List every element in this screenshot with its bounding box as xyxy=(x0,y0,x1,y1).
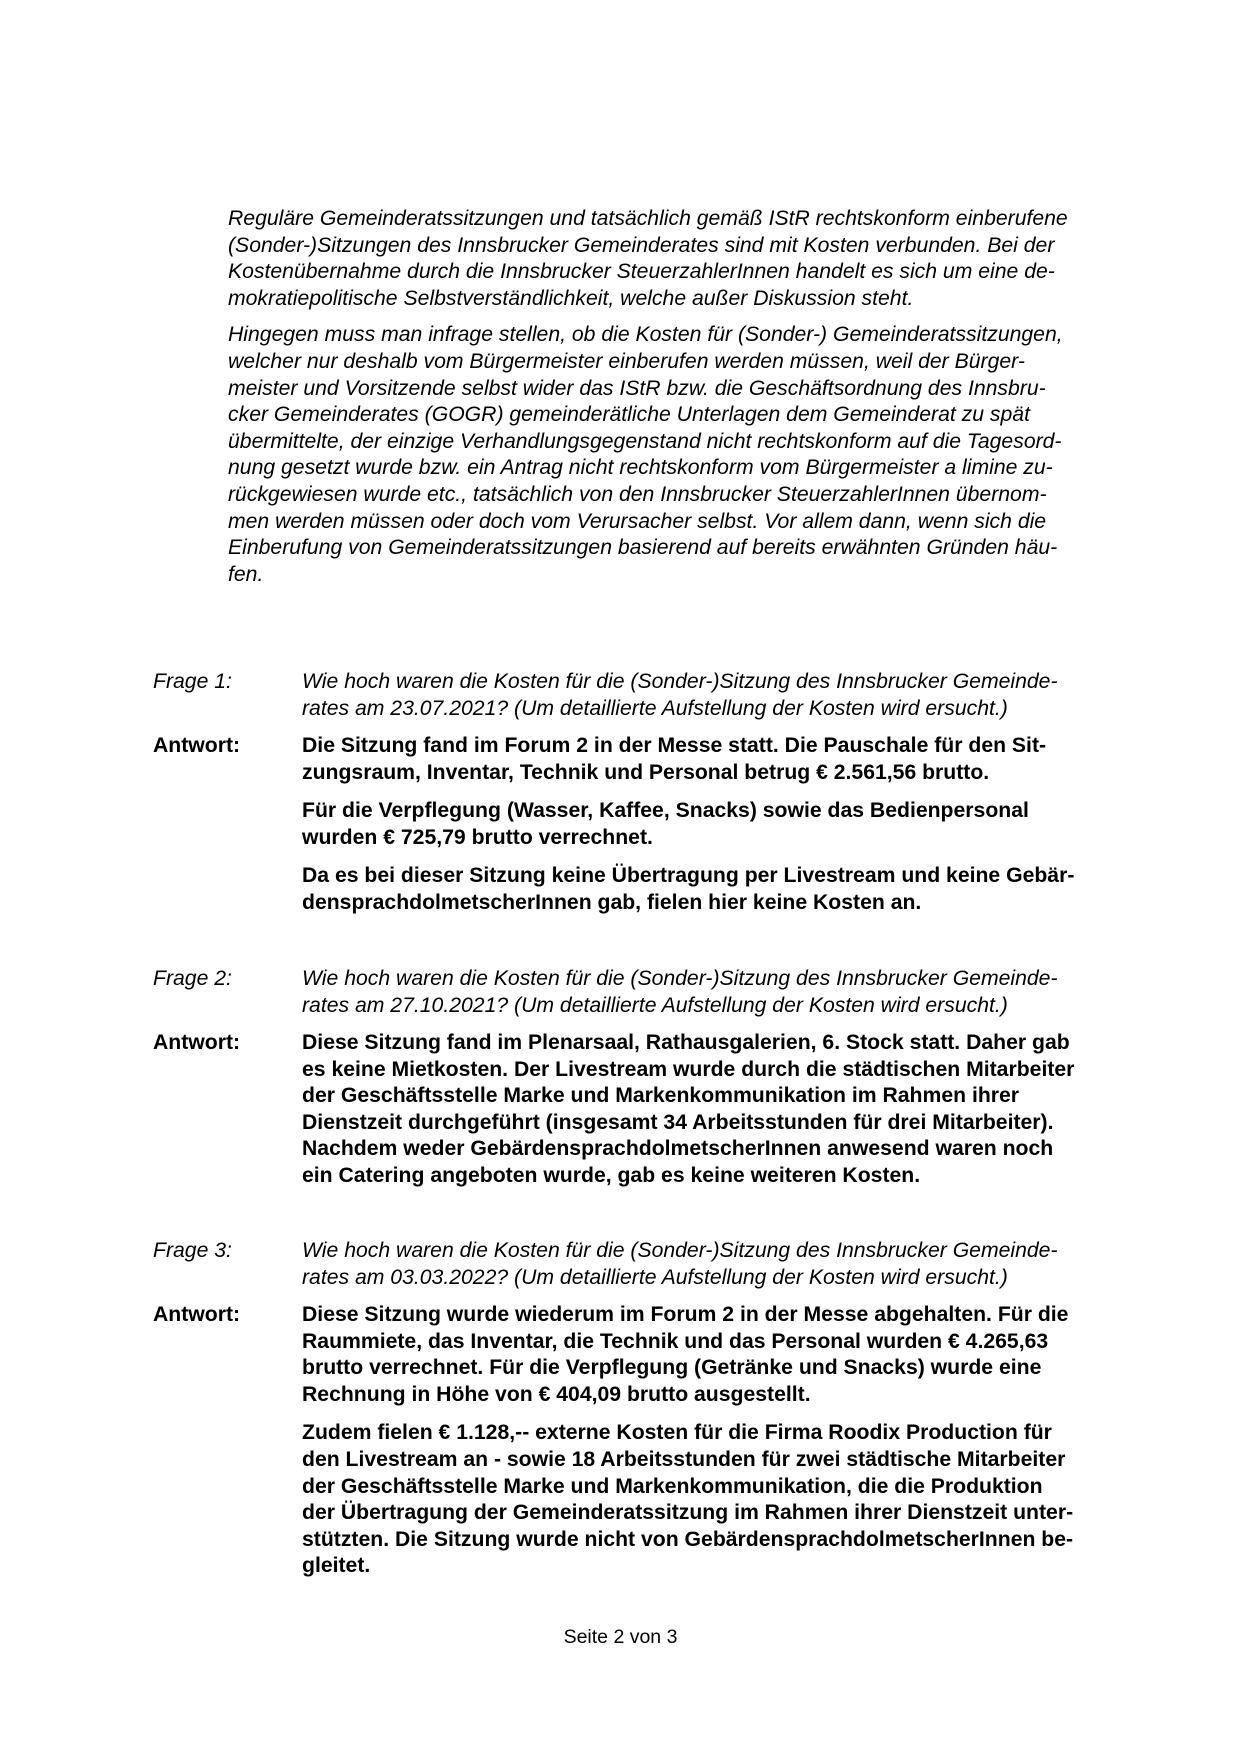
answer-1-text xyxy=(302,733,1137,917)
answer-1-paragraph-2: Für die Verpflegung (Wasser, Kaffee, Snacks) sowie das Bedienpersonal wurden € 725,79 brutto verrechnet. xyxy=(302,799,1029,849)
intro-paragraph-1: Reguläre Gemeinderatssitzungen und tatsächlich gemäß IStR rechtskonform einberufene (Sonder-)Sitzungen des Innsbrucker Gemeinderates sind mit Kosten verbunden. Bei der Kostenübernahme durch die Innsbrucker SteuerzahlerInnen handelt es sich um eine de- mokratiepolitische Selbstverständlichkeit, welche außer Diskussion steht. xyxy=(228,207,1068,310)
question-1-label: Frage 1: xyxy=(153,670,232,693)
answer-1-paragraph-3: Da es bei dieser Sitzung keine Übertragung per Livestream und keine Gebär- densprachdolmetscherInnen gab, fielen hier keine Kosten an. xyxy=(302,864,1075,914)
answer-1-paragraph-1: Die Sitzung fand im Forum 2 in der Messe statt. Die Pauschale für den Sit- zungsraum, Inventar, Technik und Personal betrug € 2.561,56 brutto. xyxy=(302,734,1047,784)
page-number: Seite 2 von 3 xyxy=(563,1626,678,1648)
intro-section xyxy=(228,206,1138,588)
question-3-text: Wie hoch waren die Kosten für die (Sonder-)Sitzung des Innsbrucker Gemeinde- rates am 03.03.2022? (Um detaillierte Aufstellung der Kosten wird ersucht.) xyxy=(302,1239,1058,1289)
answer-3-label: Antwort: xyxy=(153,1303,241,1326)
answer-3-paragraph-2: Zudem fielen € 1.128,-- externe Kosten für die Firma Roodix Production für den Livestream an - sowie 18 Arbeitsstunden für zwei städtische Mitarbeiter der Geschäftsstelle Marke und Markenkommunikation, die die Produktion der Übertragung der Gemeinderatssitzung im Rahmen ihrer Dienstzeit unter- stützten. Die Sitzung wurde nicht von GebärdensprachdolmetscherInnen be- gleitet. xyxy=(302,1421,1074,1578)
answer-1-label: Antwort: xyxy=(153,734,241,757)
answer-2-label: Antwort: xyxy=(153,1031,241,1054)
answer-3-text xyxy=(302,1302,1137,1580)
answer-2-text xyxy=(302,1030,1137,1190)
answer-2-paragraph-1: Diese Sitzung fand im Plenarsaal, Rathausgalerien, 6. Stock statt. Daher gab es keine Mietkosten. Der Livestream wurde durch die städtischen Mitarbeiter der Geschäftsstelle Marke und Markenkommunikation im Rahmen ihrer Dienstzeit durchgeführt (insgesamt 34 Arbeitsstunden für drei Mitarbeiter). Nachdem weder GebärdensprachdolmetscherInnen anwesend waren noch ein Catering angeboten wurde, gab es keine weiteren Kosten. xyxy=(302,1031,1075,1187)
question-2-label: Frage 2: xyxy=(153,967,232,990)
question-1-text: Wie hoch waren die Kosten für die (Sonder-)Sitzung des Innsbrucker Gemeinde- rates am 23.07.2021? (Um detaillierte Aufstellung der Kosten wird ersucht.) xyxy=(302,670,1058,720)
question-3-label: Frage 3: xyxy=(153,1239,232,1262)
question-2-text: Wie hoch waren die Kosten für die (Sonder-)Sitzung des Innsbrucker Gemeinde- rates am 27.10.2021? (Um detaillierte Aufstellung der Kosten wird ersucht.) xyxy=(302,967,1058,1017)
answer-3-paragraph-1: Diese Sitzung wurde wiederum im Forum 2 in der Messe abgehalten. Für die Raummiete, das Inventar, die Technik und das Personal wurden € 4.265,63 brutto verrechnet. Für die Verpflegung (Getränke und Snacks) wurde eine Rechnung in Höhe von € 404,09 brutto ausgestellt. xyxy=(302,1303,1069,1406)
intro-paragraph-2: Hingegen muss man infrage stellen, ob die Kosten für (Sonder-) Gemeinderatssitzungen, welcher nur deshalb vom Bürgermeister einberufen werden müssen, weil der Bürger- meister und Vorsitzende selbst wider das IStR bzw. die Geschäftsordnung des Innsbru- cker Gemeinderates (GOGR) gemeinderätliche Unterlagen dem Gemeinderat zu spät übermittelte, der einzige Verhandlungsgegenstand nicht rechtskonform auf die Tagesord- nung gesetzt wurde bzw. ein Antrag nicht rechtskonform vom Bürgermeister a limine zu- rückgewiesen wurde etc., tatsächlich von den Innsbrucker SteuerzahlerInnen übernom- men werden müssen oder doch vom Verursacher selbst. Vor allem dann, wenn sich die Einberufung von Gemeinderatssitzungen basierend auf bereits erwähnten Gründen häu- fen. xyxy=(228,323,1063,586)
